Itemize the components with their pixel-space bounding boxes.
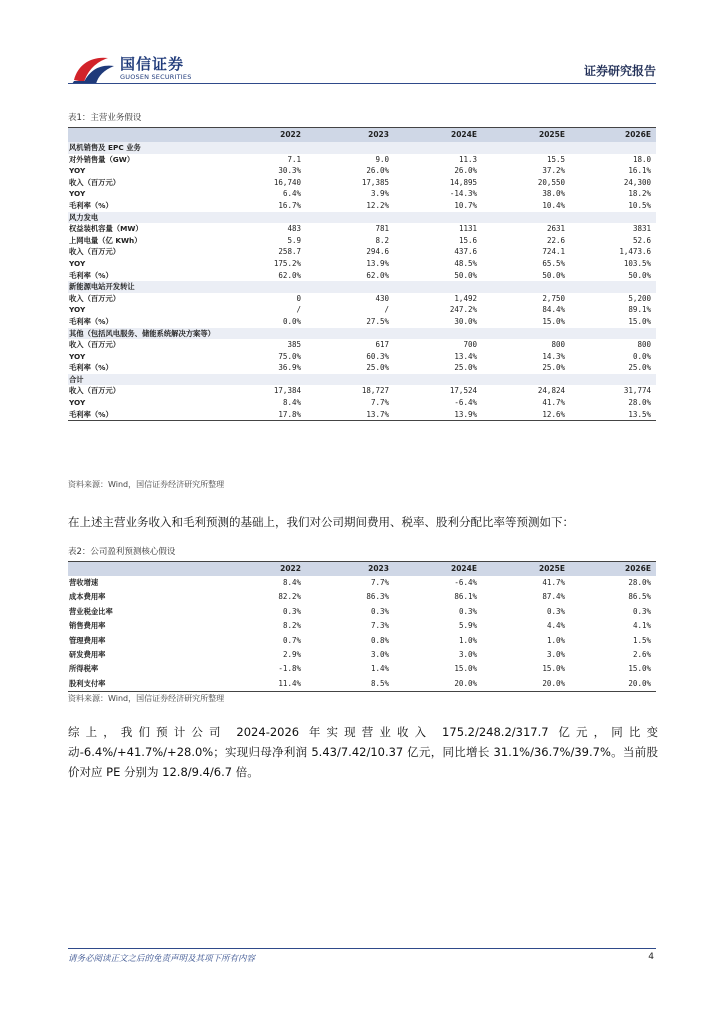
table-cell: 0.3% xyxy=(546,606,565,616)
row-label: YOY xyxy=(69,258,86,268)
profit-forecast-assumptions-table xyxy=(68,561,656,692)
table-cell: 48.5% xyxy=(454,258,477,268)
table-cell xyxy=(218,328,306,340)
table-row xyxy=(68,362,656,374)
row-label: 研发费用率 xyxy=(69,650,106,660)
table-cell: -6.4% xyxy=(454,578,477,587)
table-cell: 18.2% xyxy=(628,189,651,199)
table-row xyxy=(68,677,656,692)
header-cell-year: 2026E xyxy=(570,128,656,143)
row-label: 权益装机容量（MW） xyxy=(69,224,143,234)
table-cell: 0 xyxy=(296,293,301,303)
row-label: 毛利率（%） xyxy=(68,409,218,421)
row-label: 风力发电 xyxy=(68,212,218,224)
table-row xyxy=(68,293,656,305)
table-cell xyxy=(218,142,306,154)
table-section-row xyxy=(68,328,656,340)
table-cell: / xyxy=(384,305,389,315)
table-cell xyxy=(394,281,482,293)
table-cell: 0.3% xyxy=(282,606,301,616)
table-cell: 12.6% xyxy=(482,409,570,421)
row-label: 营收增速 xyxy=(69,578,99,587)
table-cell: 18.0 xyxy=(632,154,651,164)
table-row xyxy=(68,246,656,258)
table-cell: 483 xyxy=(287,224,301,234)
table-cell: 84.4% xyxy=(542,305,565,315)
table-cell: 36.9% xyxy=(278,363,301,373)
table-cell: -6.4% xyxy=(454,398,477,408)
table-cell: 50.0% xyxy=(454,270,477,280)
table-row xyxy=(68,270,656,282)
table-cell: 60.3% xyxy=(366,351,389,361)
table-cell: 17,524 xyxy=(449,386,477,396)
table-cell: 28.0% xyxy=(628,398,651,408)
table-cell xyxy=(218,281,306,293)
table-section-row xyxy=(68,281,656,293)
table-row xyxy=(68,316,656,328)
table-cell xyxy=(218,212,306,224)
table-cell: 17.8% xyxy=(218,409,306,421)
table-cell xyxy=(306,212,394,224)
table-cell: 15.0% xyxy=(628,316,651,326)
row-label: YOY xyxy=(69,166,86,176)
table-cell: 37.2% xyxy=(542,166,565,176)
table-cell: 30.3% xyxy=(278,166,301,176)
table-cell: 437.6 xyxy=(454,247,477,257)
table-cell xyxy=(482,142,570,154)
table-cell: 800 xyxy=(551,340,565,350)
table-cell: 8.4% xyxy=(282,398,301,408)
table-cell xyxy=(306,328,394,340)
table-cell: 13.7% xyxy=(306,409,394,421)
table-cell: 103.5% xyxy=(623,258,651,268)
table-cell: 0.3% xyxy=(632,606,651,616)
table-row xyxy=(68,648,656,662)
table-row xyxy=(68,339,656,351)
table-cell: 4.1% xyxy=(632,621,651,631)
table-cell: 13.9% xyxy=(394,409,482,421)
table-cell xyxy=(394,374,482,386)
table-cell: 26.0% xyxy=(366,166,389,176)
table-cell: 5.9% xyxy=(458,621,477,631)
table-cell: 8.5% xyxy=(306,677,394,692)
guosen-logo-icon xyxy=(70,50,116,86)
table-cell: 4.4% xyxy=(546,621,565,631)
table-cell: 27.5% xyxy=(366,316,389,326)
header-cell-label xyxy=(68,562,218,577)
guosen-logo xyxy=(70,50,210,86)
row-label: 对外销售量（GW） xyxy=(69,154,135,164)
table-cell: 24,300 xyxy=(623,177,651,187)
table-cell: 0.8% xyxy=(370,635,389,645)
table-cell: 75.0% xyxy=(278,351,301,361)
table-row xyxy=(68,576,656,590)
table-cell: 17,384 xyxy=(273,386,301,396)
table-cell: 86.5% xyxy=(628,592,651,602)
table-cell: 1.0% xyxy=(458,635,477,645)
table-cell: 52.6 xyxy=(632,235,651,245)
header-cell-label xyxy=(68,128,218,143)
table-cell: 86.1% xyxy=(454,592,477,602)
table-cell: 385 xyxy=(287,340,301,350)
header-cell-year: 2025E xyxy=(482,128,570,143)
row-label: 新能源电站开发转让 xyxy=(68,281,218,293)
table-section-row xyxy=(68,142,656,154)
header-cell-year: 2026E xyxy=(570,562,656,577)
page-header xyxy=(0,0,724,92)
table-cell: 0.0% xyxy=(632,351,651,361)
header-cell-year: 2023 xyxy=(306,128,394,143)
footer-divider xyxy=(68,948,656,949)
table-cell: 20,550 xyxy=(537,177,565,187)
table-cell xyxy=(570,328,656,340)
table-cell xyxy=(394,328,482,340)
table-cell: 86.3% xyxy=(366,592,389,602)
table-cell: 25.0% xyxy=(454,363,477,373)
row-label: 合计 xyxy=(68,374,218,386)
row-label: 销售费用率 xyxy=(69,621,106,631)
table-cell: 20.0% xyxy=(482,677,570,692)
table-cell: 6.4% xyxy=(282,189,301,199)
table-cell: 10.5% xyxy=(628,200,651,210)
table-section-row xyxy=(68,374,656,386)
row-label: 毛利率（%） xyxy=(69,316,113,326)
table2-caption: 表2：公司盈利预测核心假设 xyxy=(68,547,176,557)
header-cell-year: 2025E xyxy=(482,562,570,577)
table-cell: 3.0% xyxy=(458,650,477,660)
row-label: 股利支付率 xyxy=(68,677,218,692)
table1-caption: 表1：主营业务假设 xyxy=(68,113,142,123)
row-label: 成本费用率 xyxy=(69,592,106,602)
row-label: 毛利率（%） xyxy=(69,270,113,280)
table-cell: 3.0% xyxy=(546,650,565,660)
table-row xyxy=(68,619,656,633)
row-label: YOY xyxy=(69,189,86,199)
table-cell: 8.2% xyxy=(282,621,301,631)
table-cell: 24,824 xyxy=(537,386,565,396)
table-cell: 1,492 xyxy=(454,293,477,303)
row-label: 其他（包括风电服务、储能系统解决方案等） xyxy=(68,328,218,340)
table-cell xyxy=(570,374,656,386)
header-cell-year: 2024E xyxy=(394,562,482,577)
table-cell xyxy=(394,142,482,154)
table-cell: 8.2 xyxy=(375,235,389,245)
table-cell: -1.8% xyxy=(278,664,301,674)
table-row xyxy=(68,188,656,200)
table-cell: 0.7% xyxy=(282,635,301,645)
table-header-row xyxy=(68,128,656,143)
paragraph-conclusion: 综上，我们预计公司 2024-2026 年实现营业收入 175.2/248.2/317.7 亿元，同比变动-6.4%/+41.7%/+28.0%；实现归母净利润 5.43/7.42/10.37 亿元，同比增长 31.1%/36.7%/39.7%。当前股价对应 PE 分别为 12.8/9.4/6.7 倍。 xyxy=(68,725,658,779)
table-cell: 5.9 xyxy=(287,235,301,245)
table-cell: 3831 xyxy=(632,224,651,234)
table-cell xyxy=(482,374,570,386)
table-cell: 11.3 xyxy=(458,154,477,164)
table-cell: 62.0% xyxy=(366,270,389,280)
table-cell: 41.7% xyxy=(542,578,565,587)
table-cell: 1.0% xyxy=(546,635,565,645)
table-cell: 14.3% xyxy=(542,351,565,361)
table-cell: 89.1% xyxy=(628,305,651,315)
table-cell: 0.0% xyxy=(282,316,301,326)
table-row xyxy=(68,662,656,676)
table-row xyxy=(68,590,656,604)
table-cell: 258.7 xyxy=(278,247,301,257)
table-cell: 17,385 xyxy=(361,177,389,187)
table-cell: 430 xyxy=(375,293,389,303)
table-cell: 25.0% xyxy=(542,363,565,373)
table-cell: 1,473.6 xyxy=(619,247,651,257)
row-label: 毛利率（%） xyxy=(69,363,113,373)
row-label: 收入（百万元） xyxy=(69,247,121,257)
row-label: 收入（百万元） xyxy=(69,340,121,350)
table-cell: 2631 xyxy=(546,224,565,234)
table-row xyxy=(68,258,656,270)
table-cell: 87.4% xyxy=(542,592,565,602)
table-cell: 8.4% xyxy=(282,578,301,587)
table-cell: 15.0% xyxy=(628,664,651,674)
table-cell: 247.2% xyxy=(449,305,477,315)
table-cell: 3.9% xyxy=(370,189,389,199)
table-row xyxy=(68,351,656,363)
table-cell: 38.0% xyxy=(542,189,565,199)
row-label: 收入（百万元） xyxy=(69,293,121,303)
table-cell: 175.2% xyxy=(273,258,301,268)
table-cell xyxy=(570,142,656,154)
table-cell: 0.3% xyxy=(370,606,389,616)
table-cell xyxy=(218,374,306,386)
table-cell: 724.1 xyxy=(542,247,565,257)
table-cell: 11.4% xyxy=(218,677,306,692)
table-cell: 1131 xyxy=(458,224,477,234)
table-cell xyxy=(570,281,656,293)
row-label: YOY xyxy=(69,305,86,315)
table-cell: 12.2% xyxy=(366,200,389,210)
table-cell: 82.2% xyxy=(278,592,301,602)
row-label: 风机销售及 EPC 业务 xyxy=(68,142,218,154)
table-row xyxy=(68,385,656,397)
header-divider xyxy=(68,83,656,84)
table-cell: 15.0% xyxy=(542,664,565,674)
table-cell: 15.6 xyxy=(458,235,477,245)
table-cell: 41.7% xyxy=(542,398,565,408)
table-cell: 1.4% xyxy=(370,664,389,674)
row-label: 管理费用率 xyxy=(69,635,106,645)
table-section-row xyxy=(68,212,656,224)
table-cell: 13.5% xyxy=(570,409,656,421)
table1-source: 资料来源：Wind，国信证券经济研究所整理 xyxy=(68,480,225,489)
table-cell: 5,200 xyxy=(628,293,651,303)
table-row xyxy=(68,200,656,212)
table-cell xyxy=(482,281,570,293)
logo-english-name: GUOSEN SECURITIES xyxy=(120,73,192,81)
table-cell: 617 xyxy=(375,340,389,350)
paragraph-intro: 在上述主营业务收入和毛利预测的基础上，我们对公司期间费用、税率、股利分配比率等预测如下： xyxy=(68,515,574,529)
table-cell: 1.5% xyxy=(632,635,651,645)
table-cell: 0.3% xyxy=(458,606,477,616)
table-row xyxy=(68,235,656,247)
table-cell: 50.0% xyxy=(628,270,651,280)
row-label: 所得税率 xyxy=(69,664,99,674)
table-cell: 781 xyxy=(375,224,389,234)
table-row xyxy=(68,409,656,421)
table-row xyxy=(68,304,656,316)
table-cell: -14.3% xyxy=(449,189,477,199)
table-cell: 700 xyxy=(463,340,477,350)
table-row xyxy=(68,165,656,177)
table-cell: 7.7% xyxy=(370,398,389,408)
table-cell: 22.6 xyxy=(546,235,565,245)
table-cell: 26.0% xyxy=(454,166,477,176)
row-label: 上网电量（亿 KWh） xyxy=(69,235,142,245)
table-cell: 14,895 xyxy=(449,177,477,187)
table-cell: 16.7% xyxy=(278,200,301,210)
table2-source: 资料来源：Wind，国信证券经济研究所整理 xyxy=(68,694,225,703)
row-label: 收入（百万元） xyxy=(69,177,121,187)
table-cell: / xyxy=(296,305,301,315)
row-label: YOY xyxy=(69,351,86,361)
row-label: 收入（百万元） xyxy=(69,386,121,396)
table-cell: 13.4% xyxy=(454,351,477,361)
header-cell-year: 2024E xyxy=(394,128,482,143)
table-cell: 13.9% xyxy=(366,258,389,268)
table-cell xyxy=(394,212,482,224)
disclaimer-notice: 请务必阅读正文之后的免责声明及其项下所有内容 xyxy=(68,954,256,964)
report-title: 证券研究报告 xyxy=(583,64,656,78)
table-cell: 20.0% xyxy=(570,677,656,692)
table-cell: 16,740 xyxy=(273,177,301,187)
table-cell: 9.0 xyxy=(375,154,389,164)
table-row xyxy=(68,177,656,189)
table-cell xyxy=(306,374,394,386)
table-cell xyxy=(570,212,656,224)
table-cell: 28.0% xyxy=(628,578,651,587)
table-cell xyxy=(306,281,394,293)
row-label: 营业税金比率 xyxy=(69,606,113,616)
table-header-row xyxy=(68,562,656,577)
table-cell: 50.0% xyxy=(542,270,565,280)
table-cell: 30.0% xyxy=(454,316,477,326)
table-cell: 3.0% xyxy=(370,650,389,660)
table-cell: 2,750 xyxy=(542,293,565,303)
table-cell: 15.0% xyxy=(542,316,565,326)
table-cell xyxy=(306,142,394,154)
table-cell xyxy=(482,212,570,224)
table-cell: 20.0% xyxy=(394,677,482,692)
header-cell-year: 2022 xyxy=(218,128,306,143)
table-cell: 25.0% xyxy=(628,363,651,373)
table-cell: 25.0% xyxy=(366,363,389,373)
table-cell: 18,727 xyxy=(361,386,389,396)
main-business-assumptions-table xyxy=(68,127,656,421)
table-cell: 7.1 xyxy=(287,154,301,164)
table-row xyxy=(68,397,656,409)
table-cell: 2.9% xyxy=(282,650,301,660)
table-cell: 15.0% xyxy=(454,664,477,674)
table-row xyxy=(68,223,656,235)
table-cell: 2.6% xyxy=(632,650,651,660)
row-label: YOY xyxy=(69,398,86,408)
table-cell: 7.7% xyxy=(370,578,389,587)
table-cell: 15.5 xyxy=(546,154,565,164)
table-cell: 294.6 xyxy=(366,247,389,257)
table-row xyxy=(68,605,656,619)
row-label: 毛利率（%） xyxy=(69,200,113,210)
header-cell-year: 2022 xyxy=(218,562,306,577)
table-cell: 65.5% xyxy=(542,258,565,268)
logo-chinese-name: 国信证券 xyxy=(120,55,185,73)
table-cell: 7.3% xyxy=(370,621,389,631)
table-cell xyxy=(482,328,570,340)
table-cell: 62.0% xyxy=(278,270,301,280)
table-row xyxy=(68,634,656,648)
table-cell: 10.7% xyxy=(454,200,477,210)
table-cell: 31,774 xyxy=(623,386,651,396)
table-cell: 800 xyxy=(637,340,651,350)
table-cell: 16.1% xyxy=(628,166,651,176)
table-row xyxy=(68,154,656,166)
table-cell: 10.4% xyxy=(542,200,565,210)
page-number: 4 xyxy=(648,952,654,962)
header-cell-year: 2023 xyxy=(306,562,394,577)
